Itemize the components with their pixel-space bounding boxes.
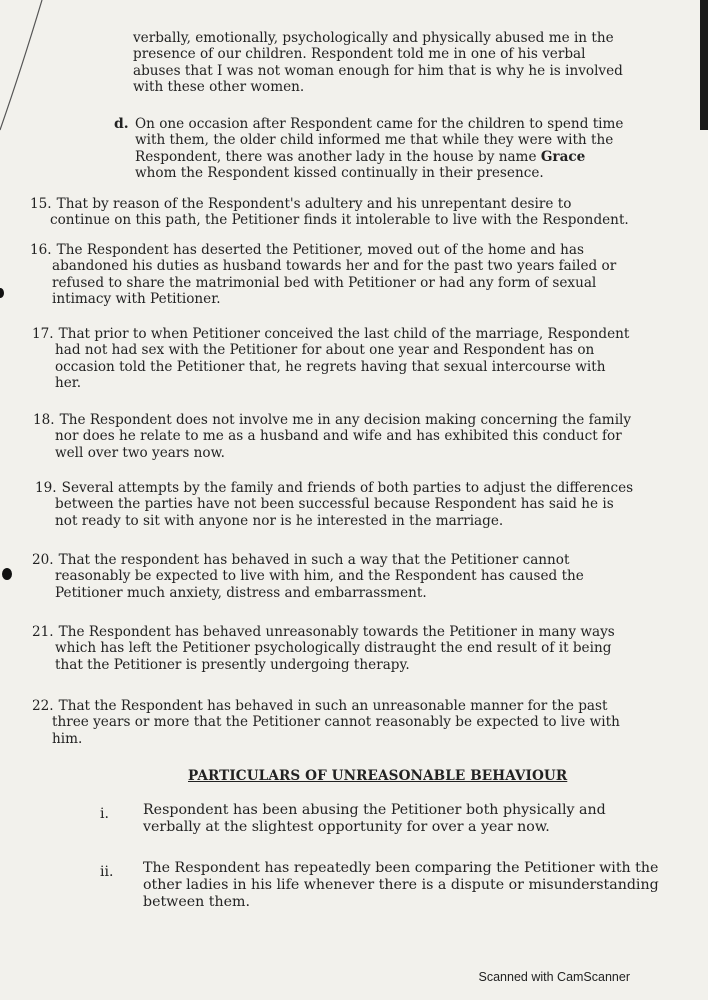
paragraph-text: That by reason of the Respondent's adultery and his unrepentant desire to [56, 196, 572, 212]
particular-line: between them. [143, 894, 250, 910]
paragraph-line: refused to share the matrimonial bed with Petitioner or had any form of sexual [52, 274, 597, 291]
paragraph-line [32, 326, 629, 342]
paragraph-line [35, 480, 633, 496]
paragraph-number: 22. [32, 698, 54, 714]
paragraph-line: continue on this path, the Petitioner finds it intolerable to live with the Respondent. [50, 212, 629, 229]
paragraph-line [30, 196, 629, 212]
paragraph-19 [35, 480, 633, 529]
paragraph-15 [30, 196, 629, 229]
particulars-heading: PARTICULARS OF UNREASONABLE BEHAVIOUR [188, 768, 568, 784]
name-grace: Grace [540, 148, 586, 165]
paragraph-line: that the Petitioner is presently undergoing therapy. [55, 656, 410, 673]
paragraph-line: her. [55, 375, 82, 392]
item-c-continuation: verbally, emotionally, psychologically and physically abused me in the presence of our children. Respondent told me in one of his verbal abuses that I was not woman enough for him that is why he is involved with these other women. [133, 30, 623, 96]
paragraph-line: him. [52, 730, 83, 747]
paragraph-text: The Respondent has deserted the Petitioner, moved out of the home and has [56, 242, 584, 258]
hole-punch-mark [2, 568, 12, 580]
paragraph-text: The Respondent has behaved unreasonably towards the Petitioner in many ways [58, 624, 615, 640]
paragraph-text: That prior to when Petitioner conceived the last child of the marriage, Respondent [58, 326, 630, 342]
paragraph-line [32, 698, 620, 714]
paragraph-line [32, 624, 615, 640]
paragraph-line [33, 412, 631, 428]
paragraph-line: Petitioner much anxiety, distress and embarrassment. [55, 584, 427, 601]
paragraph-number: 21. [32, 624, 54, 640]
paragraph-text: Several attempts by the family and friends of both parties to adjust the differences [61, 480, 634, 496]
paragraph-16 [30, 242, 616, 308]
particular-item [143, 860, 659, 911]
scanner-watermark: Scanned with CamScanner [478, 970, 630, 984]
particular-line: other ladies in his life whenever there is a dispute or misunderstanding [143, 877, 659, 893]
paragraph-20 [32, 552, 584, 601]
particular-line: Respondent has been abusing the Petitioner both physically and [143, 802, 606, 818]
item-d: On one occasion after Respondent came for the children to spend time with them, the older child informed me that while they were with the Respondent, there was another lady in the house by name Grace whom the Respondent kissed continually in their presence. [135, 116, 624, 182]
particular-line: verbally at the slightest opportunity for over a year now. [143, 819, 550, 835]
paragraph-line: well over two years now. [55, 444, 225, 461]
paragraph-number: 20. [32, 552, 54, 568]
paragraph-line: three years or more that the Petitioner cannot reasonably be expected to live with [52, 714, 620, 731]
page-fold-line [0, 0, 90, 150]
paragraph-line: between the parties have not been successful because Respondent has said he is [55, 496, 614, 513]
paragraph-17 [32, 326, 629, 392]
paragraph-text: That the Respondent has behaved in such an unreasonable manner for the past [58, 698, 608, 714]
paragraph-line: abandoned his duties as husband towards her and for the past two years failed or [52, 258, 617, 275]
paragraph-22 [32, 698, 620, 747]
paragraph-line: intimacy with Petitioner. [52, 291, 221, 308]
paragraph-21 [32, 624, 615, 673]
paragraph-line: nor does he relate to me as a husband and wife and has exhibited this conduct for [55, 428, 622, 445]
paragraph-18 [33, 412, 631, 461]
hole-punch-mark [0, 288, 4, 298]
paragraph-number: 15. [30, 196, 52, 212]
paragraph-number: 19. [35, 480, 57, 496]
paragraph-line [32, 552, 584, 568]
particular-numeral: i. [100, 806, 109, 822]
particular-numeral: ii. [100, 864, 114, 880]
paragraph-number: 17. [32, 326, 54, 342]
paragraph-line: not ready to sit with anyone nor is he interested in the marriage. [55, 512, 504, 529]
scan-edge-shadow [700, 0, 708, 130]
paragraph-line [30, 242, 616, 258]
particular-item [143, 802, 606, 836]
paragraph-line: occasion told the Petitioner that, he regrets having that sexual intercourse with [55, 358, 606, 375]
paragraph-line: had not had sex with the Petitioner for about one year and Respondent has on [55, 342, 595, 359]
paragraph-text: The Respondent does not involve me in any decision making concerning the family [59, 412, 632, 428]
particular-line: The Respondent has repeatedly been comparing the Petitioner with the [143, 860, 659, 876]
paragraph-text: That the respondent has behaved in such a way that the Petitioner cannot [58, 552, 570, 568]
paragraph-line: which has left the Petitioner psychologically distraught the end result of it being [55, 640, 612, 657]
paragraph-number: 16. [30, 242, 52, 258]
paragraph-number: 18. [33, 412, 55, 428]
item-d-letter: d. [114, 116, 129, 132]
paragraph-line: reasonably be expected to live with him, and the Respondent has caused the [55, 568, 584, 585]
